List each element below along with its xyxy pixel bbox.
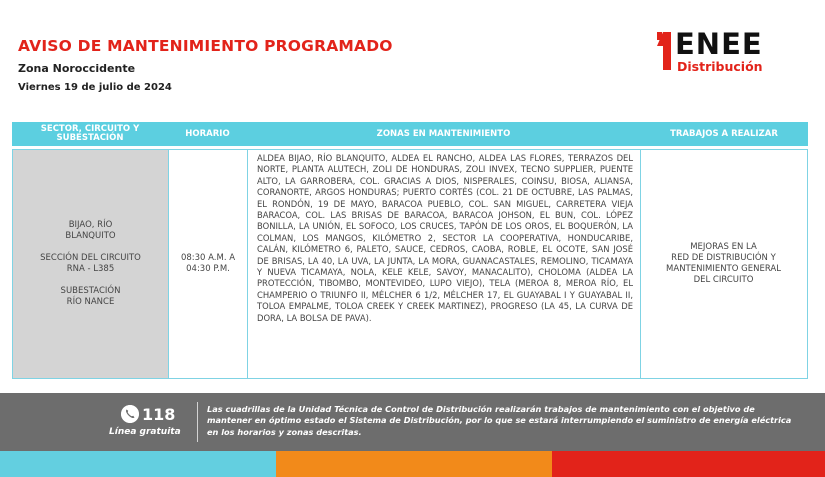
zone-label: Zona Noroccidente <box>18 62 136 75</box>
circuit-label-line2: RNA - L385 <box>66 264 115 274</box>
header-zonas: ZONAS EN MANTENIMIENTO <box>376 128 511 139</box>
header-sector: SECTOR, CIRCUITO Y SUBESTACIÓN <box>40 124 140 143</box>
substation-label-line1: SUBESTACIÓN <box>60 286 121 296</box>
footer-bar <box>0 393 825 451</box>
table-header <box>12 122 808 146</box>
maintenance-table <box>12 122 808 379</box>
table-row <box>12 149 808 379</box>
enee-logo-mark-icon <box>657 32 671 70</box>
phone-number: 118 <box>142 405 176 424</box>
logo-subtitle: Distribución <box>677 59 763 74</box>
cell-sector <box>13 150 169 378</box>
trabajos-line1: MEJORAS EN LA <box>690 242 757 252</box>
logo-name: ENEE <box>675 27 763 61</box>
phone-icon <box>121 405 139 423</box>
horario-line2: 04:30 P.M. <box>186 264 230 274</box>
phone-label: Línea gratuita <box>109 427 181 437</box>
date-label: Viernes 19 de julio de 2024 <box>18 82 172 93</box>
stripe-cyan <box>0 451 276 477</box>
cell-horario <box>169 150 248 378</box>
footer-divider <box>197 402 198 442</box>
header-trabajos: TRABAJOS A REALIZAR <box>670 128 778 139</box>
substation-label-line2: RÍO NANCE <box>66 297 115 307</box>
stripe-red <box>552 451 825 477</box>
trabajos-line2: RED DE DISTRIBUCIÓN Y <box>671 253 776 263</box>
zonas-list: ALDEA BIJAO, RÍO BLANQUITO, ALDEA EL RANCHO, ALDEA LAS FLORES, TERRAZOS DEL NORTE, PLANTA ALUTECH, ZOLI DE HONDURAS, ZOLI INVEX, TECNO SUPPLIER, PUENTE ALTO, LA GARROBERA, COL. GRACIAS A DIOS, NISPERALES, COINSU, BIOSA, ALIANSA, CORANORTE, ARGOS HONDURAS; PUERTO CORTÉS (COL. 21 DE OCTUBRE, LAS PALMAS, EL RONDÓN, 19 DE MAYO, BARACOA PUEBLO, COL. SAN MIGUEL, CARRETERA VIEJA BARACOA, COL. LAS BRISAS DE BARACOA, BARACOA JOHSON, EL BUN, COL. LÓPEZ BONILLA, LA UNIÓN, EL SOFOCO, LOS CRUCES, TAPÓN DE LOS OROS, EL BOQUERÓN, LA COLMAN, LOS MANGOS, KILÓMETRO 2, SECTOR LA COOPERATIVA, HONDUCARIBE, CALÁN, KILÓMETRO 6, PALETO, SAUCE, CEDROS, CAOBA, ROBLE, EL OCOTE, SAN JOSÉ DE BRISAS, LA 40, LA UVA, LA JUNTA, LA MORA, GUANACASTALES, REMOLINO, TICAMAYA Y NUEVA TICAMAYA, NOLA, KELE KELE, SAVOY, MANACALITO), CHOLOMA (ALDEA LA PROTECCIÓN, TIBOMBO, MONTEVIDEO, LUPO VIEJO), TELA (MEROA 8, MEROA RÍO, EL CHAMPERIO O TRIUNFO II, MÉLCHER 6 1/2, MÉLCHER 17, EL GUAYABAL I Y GUAYABAL II, TOLOA EMPALME, TOLOA CREEK Y CREEK MARTINEZ), PROGRESO (LA 45, LA CURVA DE DORA, LA BOLSA DE PAVA). <box>257 153 633 323</box>
footer-notice: Las cuadrillas de la Unidad Técnica de Control de Distribución realizarán trabajos de mantenimiento con el objetivo de mantener en óptimo estado el Sistema de Distribución, por lo que se estará interrumpiendo el suministro de energía eléctrica en los horarios y zonas descritas. <box>207 404 792 437</box>
cell-trabajos <box>641 150 806 378</box>
cell-zonas <box>248 150 641 378</box>
horario-line1: 08:30 A.M. A <box>180 253 236 263</box>
sector-name-line1: BIJAO, RÍO <box>68 220 113 230</box>
sector-name-line2: BLANQUITO <box>65 231 116 241</box>
trabajos-line4: DEL CIRCUITO <box>693 275 754 285</box>
notice-title: AVISO DE MANTENIMIENTO PROGRAMADO <box>18 37 393 55</box>
trabajos-line3: MANTENIMIENTO GENERAL <box>666 264 781 274</box>
circuit-label-line1: SECCIÓN DEL CIRCUITO <box>40 253 141 263</box>
enee-logo <box>655 27 805 78</box>
header-horario: HORARIO <box>185 128 230 139</box>
stripe-orange <box>276 451 552 477</box>
